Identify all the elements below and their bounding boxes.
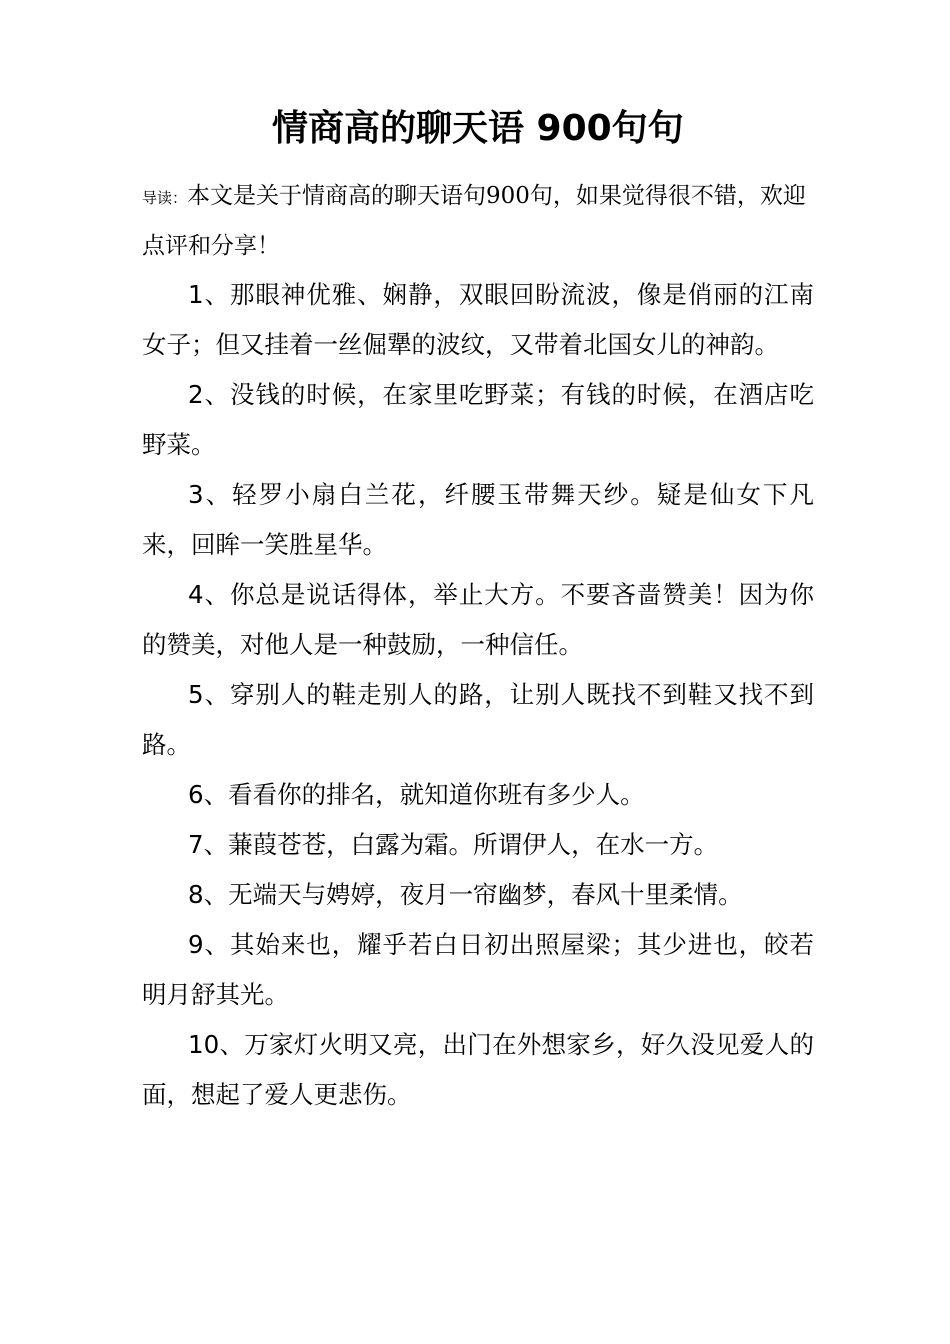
quote-item: 6、看看你的排名，就知道你班有多少人。 bbox=[188, 780, 645, 809]
quote-item: 9、其始来也，耀乎若白日初出照屋梁；其少进也，皎若明月舒其光。 bbox=[142, 930, 814, 1009]
quote-item: 2、没钱的时候，在家里吃野菜；有钱的时候，在酒店吃野菜。 bbox=[142, 380, 814, 459]
quote-item: 8、无端天与娉婷，夜月一帘幽梦，春风十里柔情。 bbox=[188, 880, 743, 909]
quote-item: 4、你总是说话得体，举止大方。不要吝啬赞美！因为你的赞美，对他人是一种鼓励，一种信任。 bbox=[142, 580, 814, 659]
intro-lead-label: 导读： bbox=[142, 189, 188, 207]
quote-list bbox=[142, 270, 814, 1120]
intro-paragraph bbox=[142, 172, 822, 270]
quote-item: 10、万家灯火明又亮，出门在外想家乡，好久没见爱人的面，想起了爱人更悲伤。 bbox=[142, 1030, 814, 1109]
quote-item: 7、蒹葭苍苍，白露为霜。所谓伊人，在水一方。 bbox=[188, 830, 719, 859]
quote-item: 1、那眼神优雅、娴静，双眼回盼流波，像是俏丽的江南女子；但又挂着一丝倔犟的波纹，又带着北国女儿的神韵。 bbox=[142, 280, 814, 359]
quote-item: 3、轻罗小扇白兰花，纤腰玉带舞天纱。疑是仙女下凡来，回眸一笑胜星华。 bbox=[142, 480, 814, 559]
intro-text: 本文是关于情商高的聊天语句900句，如果觉得很不错，欢迎点评和分享！ bbox=[142, 183, 806, 259]
quote-item: 5、穿别人的鞋走别人的路，让别人既找不到鞋又找不到路。 bbox=[142, 680, 814, 759]
document-title: 情商高的聊天语 900句句 bbox=[272, 108, 684, 149]
